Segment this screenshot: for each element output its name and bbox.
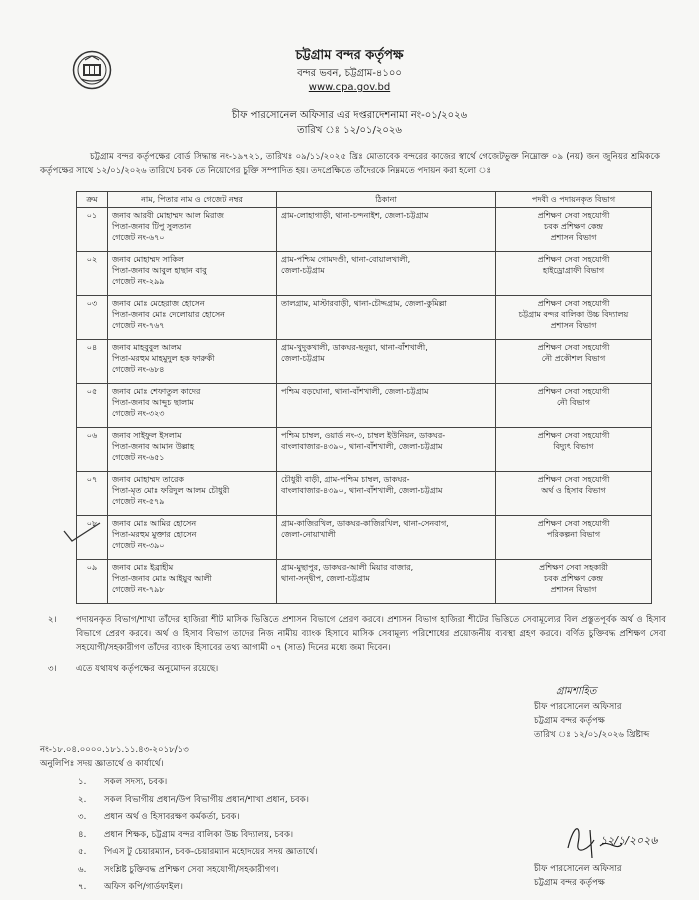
list-item-text: পিএস টু চেয়ারম্যান, চবক-চেয়ারম্যান মহোদয়ের সদয় জ্ঞাতার্থে। — [104, 847, 318, 857]
list-item-number: ৩. — [78, 812, 87, 822]
cell-name — [108, 252, 277, 296]
cell-address-line: পশ্চিম বড়ঘোনা, থানা-বাঁশখালী, জেলা-চট্টগ্রাম — [281, 387, 429, 396]
list-item-text: প্রধান অর্থ ও হিসাবরক্ষণ কর্মকর্তা, চবক। — [104, 812, 240, 822]
cell-name — [108, 472, 277, 516]
memo-number: নং-১৮.০৪.০০০০.১৮১.১১.৪৩-২০১৮/১৩ — [40, 745, 189, 755]
cell-address-line: গ্রাম-মুছাপুর, ডাকঘর-আলী মিয়ার বাজার, — [281, 563, 414, 572]
cell-designation-line: প্রশাসন বিভাগ — [550, 321, 597, 330]
cell-designation-line: চবক প্রশিক্ষণ কেন্দ্র — [543, 222, 604, 231]
list-item-number: ৭. — [78, 882, 87, 892]
cell-address-line: তালগ্রাম, মাস্টারবাড়ী, থানা-চৌদ্দগ্রাম, জেলা-কুমিল্লা — [281, 299, 447, 308]
cell-name-line: পিতা-মরহুম মুক্তার হোসেন — [112, 530, 197, 539]
cell-address-line: থানা-সন্দ্বীপ, জেলা-চট্টগ্রাম — [281, 574, 370, 583]
copy-to-list — [78, 774, 317, 897]
cell-designation-line: চট্টগ্রাম বন্দর বালিকা উচ্চ বিদ্যালয় — [518, 310, 629, 319]
cell-serial: ০৪ — [77, 340, 108, 384]
cell-designation — [496, 472, 652, 516]
cell-designation-line: প্রশাসন বিভাগ — [550, 233, 597, 242]
cell-name-line: জনাব মাহবুবুল আলম — [112, 343, 182, 352]
cell-designation — [496, 340, 652, 384]
cell-designation-line: প্রশাসন বিভাগ — [550, 585, 597, 594]
para2-text: পদায়নকৃত বিভাগ/শাখা তাঁদের হাজিরা শীট মাসিক ভিত্তিতে প্রশাসন বিভাগে প্রেরণ করবে। প্রশাসন বিভাগ হাজিরা শীটের ভিত্তিতে সেবামূল্যের বিল প্রস্তুতপূর্বক অর্থ ও হিসাব বিভাগে প্রেরণ করবে। অর্থ ও হিসাব বিভাগ তাদের নিজ নামীয় ব্যাংক হিসাবে মাসিক সেবামূল্য পরিশোধের প্রয়োজনীয় ব্যবস্থা গ্রহণ করবে। বর্ণিত চুক্তিবদ্ধ প্রশিক্ষণ সেবা সহযোগী/সহকারীগণ তাঁদের ব্যাংক হিসাবের তথ্য আগামী ০৭ (সাত) দিনের মধ্যে জমা দিবেন। — [76, 615, 666, 653]
header-address: ঠিকানা — [277, 192, 496, 208]
cell-designation-line: প্রশিক্ষণ সেবা সহযোগী — [537, 299, 610, 308]
cell-address — [277, 384, 496, 428]
list-item — [78, 862, 317, 880]
cell-serial: ০১ — [77, 208, 108, 252]
cell-name-line: পিতা-জনাব আমান উল্লাহ — [112, 442, 195, 451]
list-item-number: ৪. — [78, 829, 87, 840]
cell-serial: ০৬ — [77, 428, 108, 472]
signatory-title: চীফ পারসোনেল অফিসার — [534, 702, 622, 712]
list-item-text: সংশ্লিষ্ট চুক্তিবদ্ধ প্রশিক্ষণ সেবা সহযোগী/সহকারীগণ। — [104, 864, 279, 875]
signature-date: তারিখ ঃ ১২/০১/২০২৬ খ্রিষ্টাব্দ — [534, 730, 650, 740]
cell-address-line: জেলা-চট্টগ্রাম — [281, 266, 325, 275]
handwritten-tick-icon — [62, 521, 102, 543]
cell-address — [277, 340, 496, 384]
cell-name-line: জনাব মোহাম্মদ তারেক — [112, 475, 184, 484]
cell-name — [108, 340, 277, 384]
cell-name-line: জনাব মোঃ ইব্রাহীম — [112, 563, 174, 572]
cell-serial: ০৫ — [77, 384, 108, 428]
cell-name-line: জনাব সাইফুল ইসলাম — [112, 431, 182, 440]
list-item — [78, 809, 317, 827]
copy-to-title: অনুলিপিঃ সদয় জ্ঞাতার্থে ও কার্যার্থে। — [40, 759, 164, 769]
org-website-link[interactable]: www.cpa.gov.bd — [308, 82, 391, 93]
cell-name — [108, 516, 277, 560]
cell-designation — [496, 296, 652, 340]
signature1-scribble: গ্রামশাহিত — [556, 686, 597, 697]
cell-designation — [496, 428, 652, 472]
cell-address-line: জেলা-নোয়াখালী — [281, 530, 336, 539]
table-row — [77, 384, 652, 428]
table-row — [77, 472, 652, 516]
table-row — [77, 560, 652, 604]
cell-designation-line: প্রশিক্ষণ সেবা সহযোগী — [537, 387, 610, 396]
cell-address-line: বাংলাবাজার-৪৩৯০, থানা-বাঁশখালী, জেলা-চট্টগ্রাম — [281, 442, 443, 451]
table-row — [77, 296, 652, 340]
cell-name-line: পিতা-জনাব আব্দুচ ছালাম — [112, 398, 194, 407]
cell-address-line: গ্রাম-লোহাগাড়ী, থানা-চন্দনাইশ, জেলা-চট্টগ্রাম — [281, 211, 429, 220]
org-address: বন্দর ভবন, চট্টগ্রাম-৪১০০ — [297, 68, 402, 79]
signatory-org: চট্টগ্রাম বন্দর কর্তৃপক্ষ — [534, 716, 605, 726]
cell-name-line: গেজেট নং-৬৭০ — [112, 233, 165, 242]
cell-name-line: জনাব মোঃ শেফাতুল কাদের — [112, 387, 201, 396]
signature-block-2 — [534, 862, 684, 890]
cell-designation — [496, 516, 652, 560]
cell-name-line: পিতা-জনাব মোঃ আইয়ুব আলী — [112, 574, 212, 583]
signature2-date-scribble: ১২/১/২০২৬ — [600, 834, 658, 847]
list-item — [78, 792, 317, 810]
cell-designation-line: প্রশিক্ষণ সেবা সহযোগী — [537, 475, 610, 484]
cell-address-line: গ্রাম-খুদুকখালী, ডাকঘর-ছনুয়া, থানা-বাঁশখালী, — [281, 343, 428, 352]
cell-address — [277, 208, 496, 252]
header-name: নাম, পিতার নাম ও গেজেট নম্বর — [108, 192, 277, 208]
intro-paragraph: চট্টগ্রাম বন্দর কর্তৃপক্ষের বোর্ড সিদ্ধান্ত নং-১৯৭২১, তারিখঃ ০৯/১১/২০২৫ খ্রিঃ মোতাবেক বন্দরের কাজের স্বার্থে গেজেটভুক্ত নিম্নোক্ত ০৯ (নয়) জন জুনিয়র শ্রমিককে কর্তৃপক্ষের সাথে ১২/০১/২০২৬ তারিখে চবক তে নিয়োগের চুক্তি সম্পাদিত হয়। তদপ্রেক্ষিতে তাঁদেরকে নিম্নমতে পদায়ন করা হলো ঃ — [40, 152, 660, 176]
cell-name-line: গেজেট নং-৩৯০ — [112, 541, 165, 550]
cell-designation-line: নৌ বিভাগ — [556, 398, 591, 407]
table-row — [77, 340, 652, 384]
order-title: চীফ পারসোনেল অফিসার এর দপ্তরাদেশনামা নং-০১/২০২৬ — [231, 110, 468, 121]
table-row — [77, 208, 652, 252]
cell-address — [277, 428, 496, 472]
list-item-number: ৫. — [78, 847, 87, 857]
cell-designation-line: হাইড্রোগ্রাফী বিভাগ — [542, 266, 605, 275]
cell-name — [108, 428, 277, 472]
para3-number: ৩। — [48, 664, 57, 674]
list-item-text: প্রধান শিক্ষক, চট্টগ্রাম বন্দর বালিকা উচ্চ বিদ্যালয়, চবক। — [104, 829, 294, 840]
order-date: তারিখ ঃ ১২/০১/২০২৬ — [297, 125, 402, 136]
cell-serial: ০২ — [77, 252, 108, 296]
cell-designation — [496, 560, 652, 604]
cell-name — [108, 384, 277, 428]
header-serial: ক্রম — [77, 192, 108, 208]
cell-address — [277, 472, 496, 516]
signature-block-1 — [534, 700, 684, 742]
cell-name-line: গেজেট নং-৭৬৭ — [112, 321, 165, 330]
table-row — [77, 516, 652, 560]
cell-name-line: গেজেট নং-৬৫১ — [112, 453, 165, 462]
posting-table — [76, 191, 652, 604]
cell-designation-line: নৌ প্রকৌশল বিভাগ — [541, 354, 606, 363]
list-item — [78, 844, 317, 862]
cell-name-line: পিতা-জনাব আবুল হাছান বাবু — [112, 266, 207, 275]
signatory2-org: চট্টগ্রাম বন্দর কর্তৃপক্ষ — [534, 878, 605, 888]
cell-name-line: গেজেট নং-৫৭৯ — [112, 497, 165, 506]
para3-text: এতে যথাযথ কর্তৃপক্ষের অনুমোদন রয়েছে। — [76, 664, 219, 674]
table-header-row — [77, 192, 652, 208]
cell-address-line: চৌধুরী বাড়ী, গ্রাম-পশ্চিম চাম্বল, ডাকঘর- — [281, 475, 410, 484]
cell-address — [277, 296, 496, 340]
cell-address — [277, 252, 496, 296]
cell-name-line: পিতা-জনাব মোঃ দেলোয়ার হোসেন — [112, 310, 225, 319]
cell-designation-line: প্রশিক্ষণ সেবা সহযোগী — [537, 343, 610, 352]
cell-designation-line: প্রশিক্ষণ সেবা সহযোগী — [537, 431, 610, 440]
list-item — [78, 774, 317, 792]
cell-name-line: গেজেট নং-৭৯৮ — [112, 585, 165, 594]
cell-name-line: পিতা-মরহুম মাহমুদুল হক ফারুকী — [112, 354, 215, 363]
cell-name — [108, 560, 277, 604]
cell-designation-line: অর্থ ও হিসাব বিভাগ — [541, 486, 606, 495]
cell-name-line: গেজেট নং-৬৮৪ — [112, 365, 165, 374]
cell-name-line: পিতা-মৃত মোঃ ফরিদুল আলম চৌধুরী — [112, 486, 230, 495]
list-item-text: সকল বিভাগীয় প্রধান/উপ বিভাগীয় প্রধান/শাখা প্রধান, চবক। — [104, 794, 309, 805]
table-row — [77, 252, 652, 296]
list-item — [78, 827, 317, 845]
cell-serial: ০৩ — [77, 296, 108, 340]
cell-name-line: গেজেট নং-২৯৯ — [112, 277, 165, 286]
cell-name-line: গেজেট নং-৩২৩ — [112, 409, 165, 418]
cell-serial: ০৯ — [77, 560, 108, 604]
cell-address — [277, 516, 496, 560]
cell-address-line: পশ্চিম চাম্বল, ওয়ার্ড নং-৩, চাম্বল ইউনিয়ন, ডাকঘর- — [281, 431, 446, 440]
list-item-number: ২. — [78, 794, 87, 805]
cell-name — [108, 296, 277, 340]
cell-designation-line: প্রশিক্ষণ সেবা সহযোগী — [537, 211, 610, 220]
para2-number: ২। — [48, 615, 57, 625]
cell-designation — [496, 384, 652, 428]
cell-name — [108, 208, 277, 252]
cell-address-line: গ্রাম-কাজিরখিল, ডাকঘর-কাজিরখিল, থানা-সেনবাগ, — [281, 519, 449, 528]
cell-address — [277, 560, 496, 604]
cell-designation — [496, 208, 652, 252]
cell-designation-line: প্রশিক্ষণ সেবা সহযোগী — [537, 255, 610, 264]
list-item-number: ১. — [78, 777, 87, 787]
cell-name-line: জনাব মোঃ আমির হোসেন — [112, 519, 197, 528]
list-item — [78, 879, 317, 897]
cell-designation-line: পরিকল্পনা বিভাগ — [546, 530, 601, 539]
list-item-text: সকল সদস্য, চবক। — [104, 777, 168, 787]
cell-designation-line: প্রশিক্ষণ সেবা সহকারী — [539, 563, 608, 572]
cell-name-line: পিতা-জনাব টিপু সুলতান — [112, 222, 192, 231]
table-row — [77, 428, 652, 472]
list-item-number: ৬. — [78, 864, 87, 875]
cell-address-line: গ্রাম-পশ্চিম গোমদণ্ডী, থানা-বোয়ালখালী, — [281, 255, 411, 264]
org-name: চট্টগ্রাম বন্দর কর্তৃপক্ষ — [295, 48, 404, 63]
cell-designation — [496, 252, 652, 296]
cell-designation-line: প্রশিক্ষণ সেবা সহযোগী — [537, 519, 610, 528]
cell-designation-line: বিদ্যুৎ বিভাগ — [553, 442, 594, 451]
cell-name-line: জনাব মোহাম্মদ সাকিল — [112, 255, 184, 264]
cell-address-line: জেলা-চট্টগ্রাম — [281, 354, 325, 363]
cell-serial: ০৮ — [77, 516, 108, 560]
cell-designation-line: চবক প্রশিক্ষণ কেন্দ্র — [543, 574, 604, 583]
list-item-text: অফিস কপি/গার্ডফাইল। — [104, 882, 183, 892]
cell-name-line: জনাব মোঃ মেহেরাজ হোসেন — [112, 299, 205, 308]
cell-serial: ০৭ — [77, 472, 108, 516]
cell-address-line: বাংলাবাজার-৪৩৯০, থানা-বাঁশখালী, জেলা-চট্টগ্রাম — [281, 486, 443, 495]
signatory2-title: চীফ পারসোনেল অফিসার — [534, 864, 622, 874]
cell-name-line: জনাব আরবী মোহাম্মদ আল মিরাজ — [112, 211, 224, 220]
header-designation: পদবী ও পদায়নকৃত বিভাগ — [496, 192, 652, 208]
